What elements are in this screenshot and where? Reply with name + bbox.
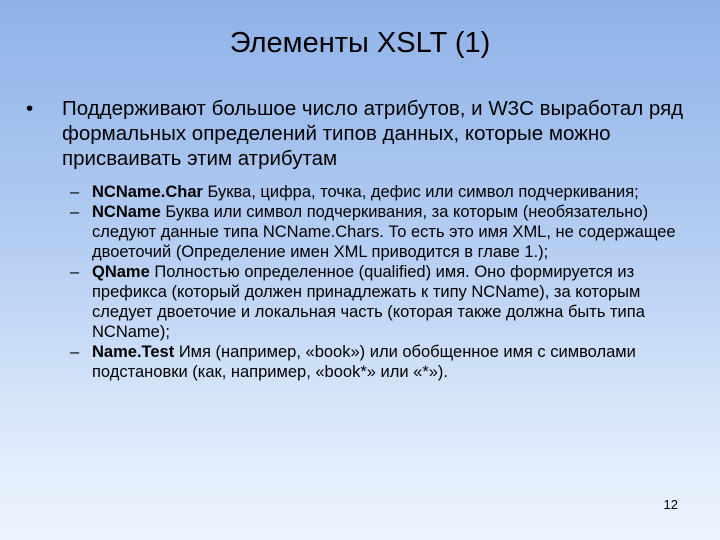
slide-title: Элементы XSLT (1)	[229, 27, 491, 59]
dash-mark: –	[70, 203, 80, 221]
main-bullet-text: Поддерживают большое число атрибутов, и W3C выработал ряд формальных определений типов данных, которые можно присваивать этим атрибутам	[62, 97, 684, 170]
term-label: Name.Test	[92, 343, 175, 361]
dash-mark: –	[70, 343, 80, 361]
term-description: Буква или символ подчеркивания, за которым (необязательно) следуют данные типа NCName.Chars. То есть это имя XML, не содержащее двоеточий (Определение имен XML приводится в главе 1.);	[92, 203, 676, 261]
sub-item-ncname-char	[70, 182, 690, 202]
sub-item-name-test	[70, 342, 690, 382]
term-description: Полностью определенное (qualified) имя. Оно формируется из префикса (который должен принадлежать к типу NCName), за которым следует двоеточие и локальная часть (которая также должна быть типа NCName);	[92, 263, 645, 341]
bullet-mark: •	[26, 97, 34, 120]
term-label: NCName.Char	[92, 183, 203, 201]
term-label: NCName	[92, 203, 161, 221]
sub-item-ncname	[70, 202, 690, 262]
page-number: 12	[663, 497, 678, 512]
sub-bullet-list	[70, 182, 690, 382]
term-description: Имя (например, «book») или обобщенное имя с символами подстановки (как, например, «book*» или «*»).	[92, 343, 636, 381]
term-label: QName	[92, 263, 150, 281]
term-description: Буква, цифра, точка, дефис или символ подчеркивания;	[202, 183, 639, 201]
dash-mark: –	[70, 183, 80, 201]
dash-mark: –	[70, 263, 80, 281]
sub-item-qname	[70, 262, 690, 342]
main-bullet	[26, 96, 686, 171]
